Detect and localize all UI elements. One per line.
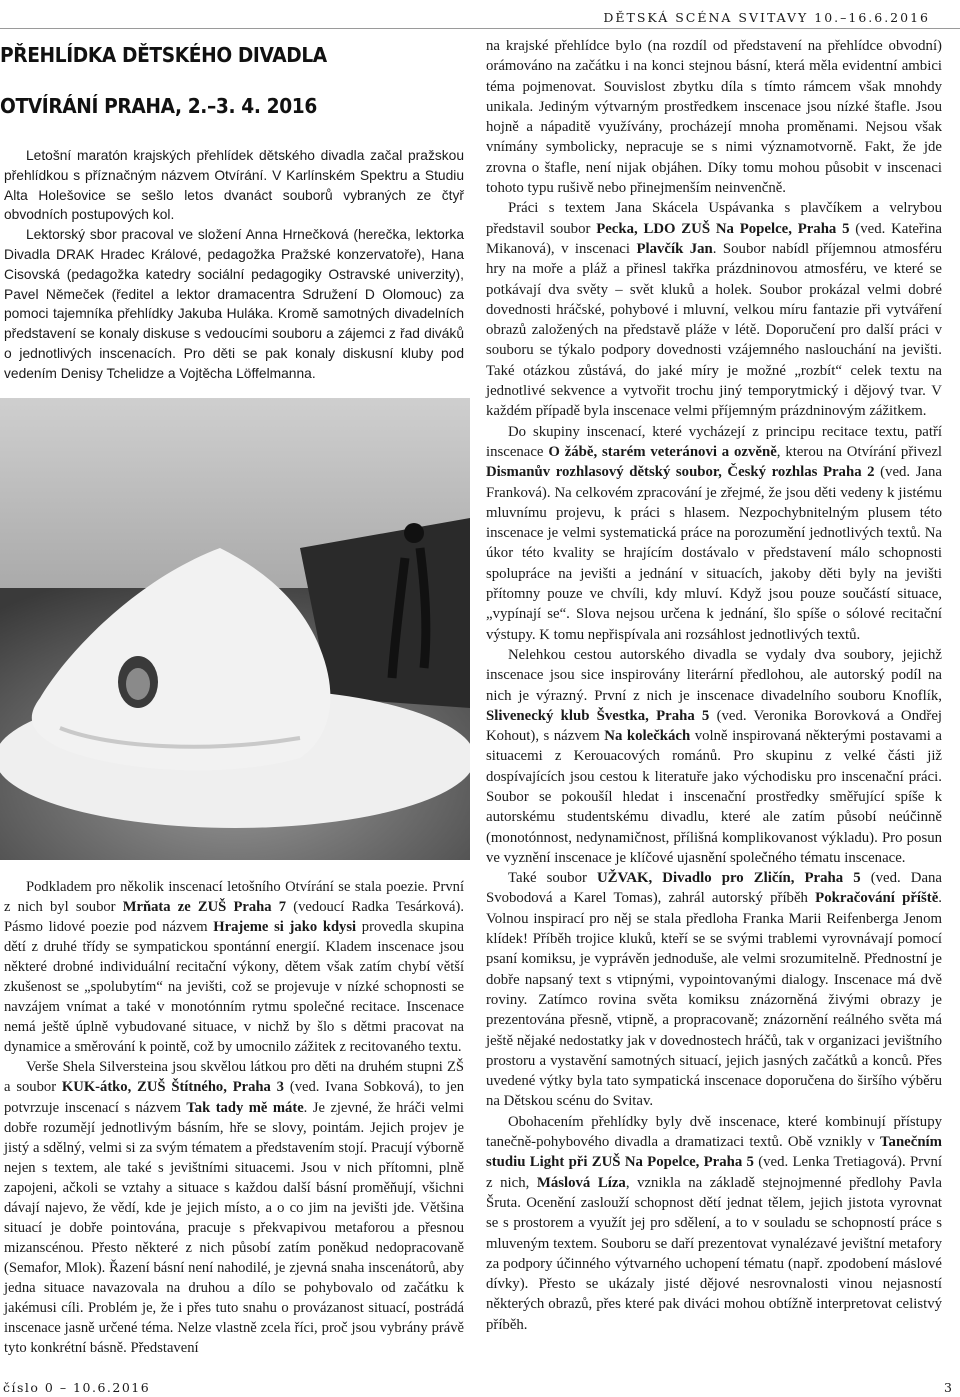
text-run: Také soubor	[508, 870, 597, 887]
text-run: Nelehkou cestou autorského divadla se vydaly dva soubory, jejichž inscenace jsou sice inspirovány literární předlohou, ale autorský podíl na nich je výrazný. První z nich je inscenace divadelního souboru Knoflík,	[486, 646, 942, 704]
text-run: , kterou na Otvírání přivezl	[776, 443, 942, 460]
ensemble-name: Pecka, LDO ZUŠ Na Popelce, Praha 5	[596, 220, 850, 237]
ensemble-name: Slivenecký klub Švestka, Praha 5	[486, 707, 710, 724]
text-run: , vznikla na základě stejnojmenné předlohy Pavla Šruta. Ocenění zaslouží schopnost dětí jednat tělem, jejich jistota vyrovnat se s prostorem a využít jej pro sdělení, a to v souladu se schopností práce s mluveným textem. Souboru se daří prezentovat vynalézavé jevištní metafory za podpory účinného výtvarného uchopení tématu (např. zpodobení máslové dívky). Přesto se ukázaly jisté dějové nesrovnalosti vinou nejasností některých obrazů, přes které pak diváci mohou obtížně interpretovat celistvý příběh.	[486, 1174, 942, 1333]
ensemble-name: Dismanův rozhlasový dětský soubor, Český rozhlas Praha 2	[486, 464, 875, 481]
text-run: (ved. Jana Franková). Na celkovém zpracování je zřejmé, že jsou děti vedeny k jistému mluvnímu projevu, k práci s hlasem. Nezpochybnitelným plusem této inscenace je velmi systematická práce na porozumění jednotlivých textů. Na úkor této kvality se hrajícím dostávalo v představení málo schopnosti spolupráce na jevišti a jednání v situacích, jakoby děti byly na jevišti přítomny pouze ve chvíli, kdy mluví. Když jsou pouze součástí situace, „vypínají se“. Slova nejsou určena k jednání, šlo spíše o sólové recitační výstupy. K tomu nepřispívala ani rozsáhlost jednotlivých textů.	[486, 464, 942, 643]
article-title: PŘEHLÍDKA DĚTSKÉHO DIVADLA	[0, 43, 327, 67]
text-run: (ved. Veronika Borovková a Ondřej Kohout), s názvem	[486, 707, 943, 745]
header-rule	[0, 28, 960, 29]
performance-photo	[0, 398, 470, 860]
text-run: (ved. Kateřina Mikanová), v inscenaci	[486, 220, 943, 257]
issue-label: číslo 0 – 10.6.2016	[3, 1380, 151, 1395]
paragraph-silverstein	[4, 1057, 464, 1358]
page-number: 3	[944, 1380, 952, 1395]
text-run: Podkladem pro několik inscenací letošního Otvírání se stala poezie. První z nich byl soubor	[4, 879, 464, 916]
paragraph-poetry	[4, 877, 464, 1057]
text-run: Obohacením přehlídky byly dvě inscenace, které kombinují přístupy tanečně-pohybového divadla a dramatizaci textů. Obě vznikly v	[486, 1113, 942, 1151]
text-run: (ved. Dana Svobodová a Karel Tomas), zahrál autorský příběh	[486, 870, 943, 907]
text-run: volně inspirovaná některými postavami a situacemi z Kerouacových románů. Pro skupinu z velké části již dospívajících jsou cestou k literatuře jako východisku pro inscenační práci. Soubor se pokoušíl hledat i inscenační prostředky směřující spíše k autorskému studentskému divadlu, které ale zatím působí neúčinně (monotónnost, nedynamičnost, přílišná komplikovanost výkladu). Pro posun ve vyznění inscenace je klíčové ujasnění společného tématu inscenace.	[486, 728, 942, 866]
paragraph-kolecka	[486, 645, 942, 868]
production-title: Hrajeme si jako kdysi	[213, 919, 357, 936]
left-column-top	[4, 146, 464, 384]
paragraph-uzvak	[486, 868, 942, 1112]
ensemble-name: UŽVAK, Divadlo pro Zličín, Praha 5	[596, 870, 861, 887]
text-run: (ved. Lenka Tretiagová). První z nich,	[486, 1154, 943, 1191]
right-column	[486, 36, 942, 1335]
text-run: . Je zjevné, že hráči velmi dobře rozumějí jednotlivým básním, hře se slovy, pointám. Jejich projev je jistý a sdělný, velmi si za svým tématem a představením stojí. Pracují výborně nejen s textem, ale také s jevištními situacemi. Jsou v nich přítomni, plně zapojeni, ačkoli se vztahy a situace s každou další básní proměňují, všichni dávají najevo, že vědí, kde je jejich místo, a o co jim na jevišti jde. Většina situací je dobře pointována, pracuje s překvapivou metaforou a přesnou mizanscénou. Přesto některé z nich působí zatím poněkud nedopracovaně (Semafor, Mlok). Řazení básní není nahodilé, je zjevná snaha inscenátorů, aby jedna situace navazovala na druhou a dílo se pohybovalo od začátku k jakémusi cíli. Problém je, že i přes tuto snahu o provázanost situací, postrádá inscenace jasně určené téma. Nelze vlastně zcela říci, proč jsou vybrány právě tyto konkrétní básně. Představení	[4, 1099, 464, 1357]
photo-illustration	[0, 398, 470, 860]
paragraph-light	[486, 1112, 942, 1335]
text-run: (ved. Ivana Sobková), to jen potvrzuje inscenací s názvem	[4, 1079, 464, 1116]
production-title: Plavčík Jan	[636, 240, 713, 257]
text-run: provedla skupina dětí z druhé třídy se sympatickou spontánní energií. Kladem inscenace jsou některé drobné individuální recitační výkony, dětem však zatím chybí větší zkušenost se „spolubytím“ na jevišti, což se projevuje v nízké schopnosti se navzájem vnímat a také v monotónním rytmu společné recitace. Inscenace nemá ještě úplně vybudované situace, v nichž by šlo s dětmi pracovat na dynamice a směrování k pointě, což by umocnilo zážitek z recitovaného textu.	[4, 919, 464, 1056]
running-header: DĚTSKÁ SCÉNA SVITAVY 10.–16.6.2016	[603, 10, 930, 25]
production-title: Na kolečkách	[604, 728, 691, 745]
ensemble-name: KUK-átko, ZUŠ Štítného, Praha 3	[61, 1079, 284, 1096]
paragraph-plavcik	[486, 198, 942, 421]
paragraph-continuation: na krajské přehlídce bylo (na rozdíl od představení na přehlídce obvodní) orámováno na začátku i na konci stejnou básní, která měla evidentní ambici téma pojmenovat. Souvislost zbytku díla s tímto rámcem však mnohdy unikala. Jediným výtvarným prostředkem inscenace jsou nízké štafle. Jsou hojně a nápaditě využívány, procházejí mnoha proměnami. Nejsou však vnímány symbolicky, nepracuje se s nimi významotvorně. Fakt, že jde zrovna o štafle, není nijak objáhen. Díky tomu mohou působit v inscenaci tohoto typu rušivě nebo přinejmenším neinvenčně.	[486, 38, 942, 197]
production-title: Máslová Líza	[536, 1174, 626, 1191]
text-run: (vedoucí Radka Tesárková). Pásmo lidové poezie pod názvem	[4, 899, 464, 936]
production-title: O žábě, starém veteránovi a ozvěně	[548, 443, 777, 460]
text-run: . Soubor nabídl příjemnou atmosféru hry na moře a pláž a přinesl takřka prázdninovou atmosféru, ve které se potkávají dva světy – svět kluků a holek. Soubor prokázal velmi dobré dovednosti hráčské, pohybové i mluvní, velkou míru fantazie při vytváření obrazů založených na představě pláže v létě. Doporučení pro další práci v souboru se týkalo podpory dovednosti vzájemného naslouchání na jevišti. Také otázkou zůstává, do jaké míry je možné „rozbít“ celek textu na jednotlivé sekvence a vytvořit trochu jiný temporytmický i dějový tvar. V každém případě byla inscenace velmi příjemným prázdninovým zážitkem.	[486, 240, 943, 420]
text-run: Do skupiny inscenací, které vycházejí z principu recitace textu, patří inscenace	[486, 423, 942, 460]
ensemble-name: Mrňata ze ZUŠ Praha 7	[122, 899, 287, 916]
text-run: Verše Shela Silversteina jsou skvělou látkou pro děti na druhém stupni ZŠ a soubor	[4, 1059, 464, 1096]
left-column-bottom	[4, 877, 464, 1358]
production-title: Tak tady mě máte	[186, 1099, 304, 1116]
text-run: . Volnou inspirací pro něj se stala předloha Franka Marii Reifenberga Jenom klídek! Příběh trojice kluků, kteří se se svými trablemi vyrovnávají pomocí psaní komiksu, je vyprávěn jednoduše, ale velmi srozumitelně. Přednostní je dobře napsaný text s vtipnými, vypointovanými dialogy. Inscenace má dvě roviny. Zatímco rovina světa komiksu znázorněná živými obrazy je prezentována přesně, vtipně, a propracovaně; znázornění reálného světa má ještě nějaké nedostatky jak v dovednostech hráčů, tak v organizaci jevištního prostoru a vystavění samotných situací, jejich jasných začátků a konců. Přes uvedené výtky byla tato sympatická inscenace doporučena do širšího výběru na Dětskou scénu do Svitav.	[486, 890, 942, 1110]
lead-paragraph: Letošní maratón krajských přehlídek dětského divadla začal pražskou přehlídkou s příznačným názvem Otvírání. V Karlínském Spektru a Studiu Alta Holešovice se sešlo letos dvanáct souborů vybraných ze čtyř obvodních postupových kol.	[4, 148, 464, 223]
text-run: Práci s textem Jana Skácela Uspávanka s plavčíkem a velrybou představil soubor	[486, 200, 942, 237]
ensemble-name: Tanečním studiu Light při ZUŠ Na Popelce, Praha 5	[486, 1134, 942, 1171]
production-title: Pokračování příště	[815, 890, 939, 907]
jury-paragraph: Lektorský sbor pracoval ve složení Anna Hrnečková (herečka, lektorka Divadla DRAK Hradec Králové, pedagožka Pražské konzervatoře), Hana Cisovská (pedagožka katedry sociální pedagogiky Ostravské univerzity), Pavel Němeček (ředitel a lektor dramacentra Sdružení D Olomouc) za pomoci tajemníka přehlídky Jakuba Huláka. Kromě samotných divadelních představení se konaly diskuse s vedoucími souboru a zájemci z řad diváků o jednotlivých inscenacích. Pro děti se pak konaly diskusní kluby pod vedením Denisy Tchelidze a Vojtěcha Löffelmanna.	[4, 227, 464, 381]
article-subtitle: OTVÍRÁNÍ PRAHA, 2.–3. 4. 2016	[0, 94, 317, 118]
paragraph-zaba	[486, 422, 942, 645]
